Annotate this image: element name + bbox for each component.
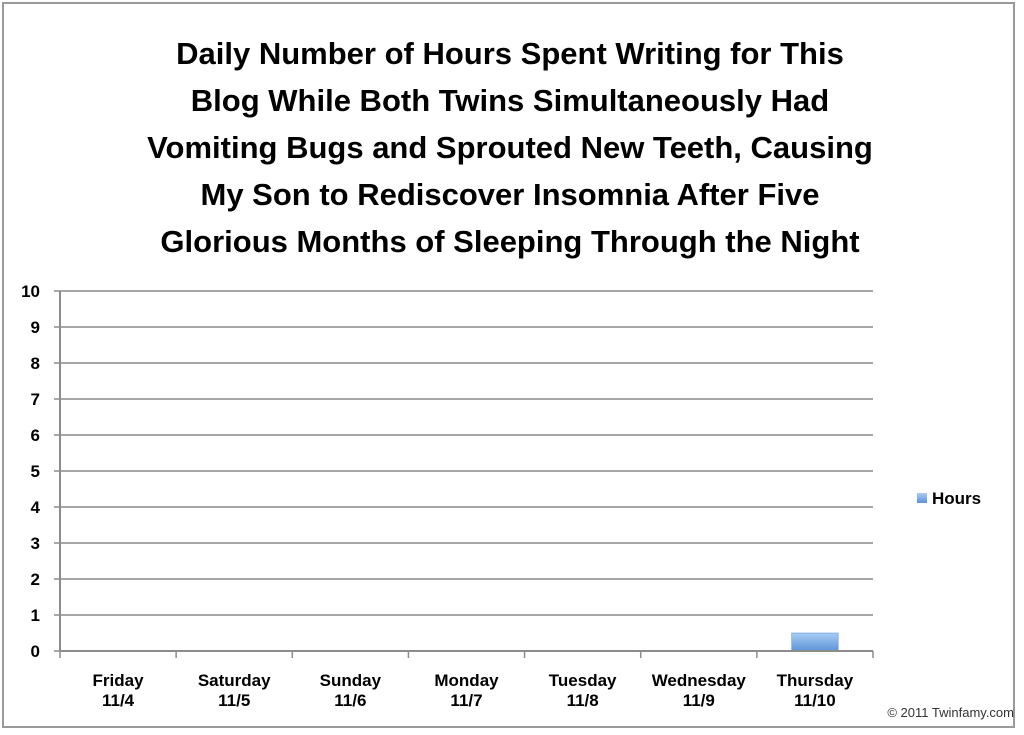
y-tick-label: 2 [30,570,40,589]
x-category-label-line: 11/10 [794,691,836,710]
x-category-label [652,671,747,710]
x-category-label-line: 11/7 [450,691,483,710]
x-category-label-line: 11/4 [101,691,135,710]
y-tick-label: 1 [30,606,40,625]
y-tick-label: 8 [30,354,40,373]
x-category-label-line: Friday [92,671,144,690]
y-tick-label: 10 [21,282,40,301]
title-line: Daily Number of Hours Spent Writing for This [176,36,844,71]
y-tick-label: 6 [30,426,40,445]
x-category-label [93,671,145,710]
x-category-label [198,671,271,710]
title-line: Glorious Months of Sleeping Through the Night [160,224,860,259]
y-tick-label: 3 [30,534,40,553]
x-category-label-line: Monday [434,671,499,690]
x-category-label [549,671,617,710]
x-category-label-line: 11/5 [218,691,251,710]
y-tick-label: 4 [30,498,40,517]
x-category-label-line: Sunday [319,671,382,690]
title-line: Blog While Both Twins Simultaneously Had [190,83,830,118]
y-tick-label: 5 [30,462,40,481]
x-category-label-line: 11/8 [566,691,599,710]
x-category-label-line: Saturday [197,671,271,690]
legend-swatch [917,493,927,503]
x-category-label [777,671,854,710]
y-tick-label: 9 [30,318,40,337]
x-category-label-line: Wednesday [651,671,746,690]
x-category-label-line: 11/6 [334,691,367,710]
x-category-label [320,671,382,710]
legend-label: Hours [932,489,982,508]
title-line: My Son to Rediscover Insomnia After Five [200,177,820,212]
y-tick-label: 7 [30,390,40,409]
x-category-label-line: Tuesday [548,671,617,690]
bar [792,633,838,651]
x-category-label-line: 11/9 [682,691,715,710]
x-category-label-line: Thursday [776,671,854,690]
copyright-credit: © 2011 Twinfamy.com [887,705,1014,720]
x-category-label [434,671,499,710]
y-tick-label: 0 [30,642,40,661]
title-line: Vomiting Bugs and Sprouted New Teeth, Causing [147,130,873,165]
